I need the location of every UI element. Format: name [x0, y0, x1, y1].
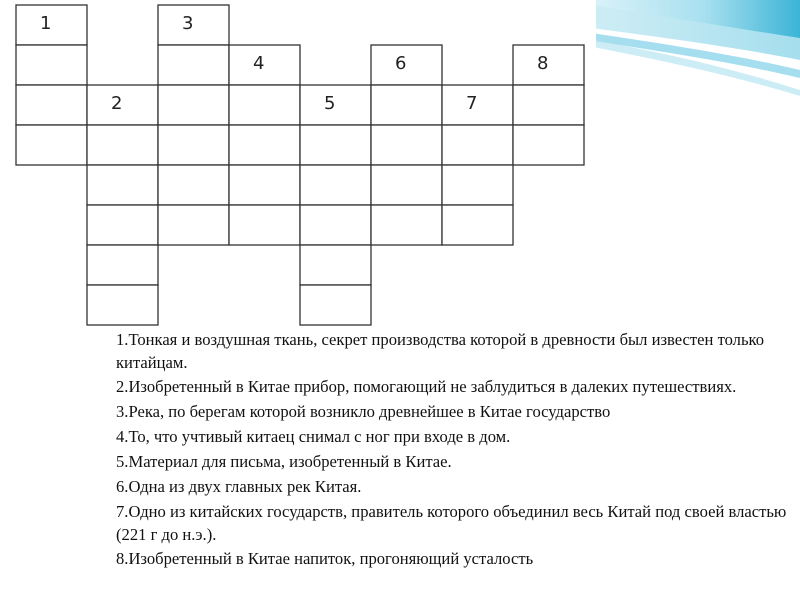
crossword-cell [300, 165, 371, 205]
crossword-clue-number: 5 [324, 93, 336, 114]
crossword-cell [300, 285, 371, 325]
crossword-clue-number: 8 [537, 53, 549, 74]
crossword-cell [442, 85, 513, 125]
crossword-cell [371, 205, 442, 245]
crossword-clue-number: 3 [182, 13, 194, 34]
crossword-cell [442, 165, 513, 205]
crossword-cell [229, 205, 300, 245]
clue-6: 6.Одна из двух главных рек Китая. [116, 477, 362, 497]
clue-4: 4.То, что учтивый китаец снимал с ног при входе в дом. [116, 427, 511, 447]
crossword-cell [229, 165, 300, 205]
crossword-cell [300, 85, 371, 125]
crossword-clue-number: 2 [111, 93, 123, 114]
clue-8: 8.Изобретенный в Китае напиток, прогоняющий усталость [116, 549, 534, 569]
crossword-clue-number: 1 [40, 13, 52, 34]
crossword-cell [371, 165, 442, 205]
crossword-cell [87, 205, 158, 245]
crossword-cell [16, 45, 87, 85]
crossword-cell [300, 245, 371, 285]
crossword-cell [513, 85, 584, 125]
crossword-cell [158, 165, 229, 205]
crossword-cell [16, 125, 87, 165]
crossword-cell [442, 205, 513, 245]
clue-list [116, 329, 788, 573]
crossword-cell [158, 5, 229, 45]
crossword-cell [158, 205, 229, 245]
crossword-cell [371, 125, 442, 165]
clue-5: 5.Материал для письма, изобретенный в Китае. [116, 452, 452, 472]
crossword-cell [513, 125, 584, 165]
crossword-cell [300, 125, 371, 165]
crossword-clue-number: 7 [466, 93, 478, 114]
crossword-cell [300, 205, 371, 245]
crossword-cell [442, 125, 513, 165]
crossword-cell [87, 125, 158, 165]
crossword-cell [513, 45, 584, 85]
crossword-cell [87, 245, 158, 285]
clue-1: 1.Тонкая и воздушная ткань, секрет производства которой в древности был известен только китайцам. [116, 330, 765, 372]
crossword-cell [87, 285, 158, 325]
clue-3: 3.Река, по берегам которой возникло древнейшее в Китае государство [116, 402, 611, 422]
crossword-clue-number: 4 [253, 53, 265, 74]
crossword-cell [229, 85, 300, 125]
crossword-cell [229, 45, 300, 85]
crossword-cell [371, 85, 442, 125]
crossword-cell [87, 165, 158, 205]
crossword-cell [87, 85, 158, 125]
crossword-cell [158, 85, 229, 125]
crossword-clue-number: 6 [395, 53, 407, 74]
crossword-cell [16, 5, 87, 45]
clue-2: 2.Изобретенный в Китае прибор, помогающий не заблудиться в далеких путешествиях. [116, 377, 737, 397]
crossword-cell [229, 125, 300, 165]
crossword-cell [371, 45, 442, 85]
crossword-cell [158, 45, 229, 85]
crossword-cell [158, 125, 229, 165]
crossword-cell [16, 85, 87, 125]
clue-7: 7.Одно из китайских государств, правитель которого объединил весь Китай под своей властью (221 г до н.э.). [116, 501, 787, 544]
